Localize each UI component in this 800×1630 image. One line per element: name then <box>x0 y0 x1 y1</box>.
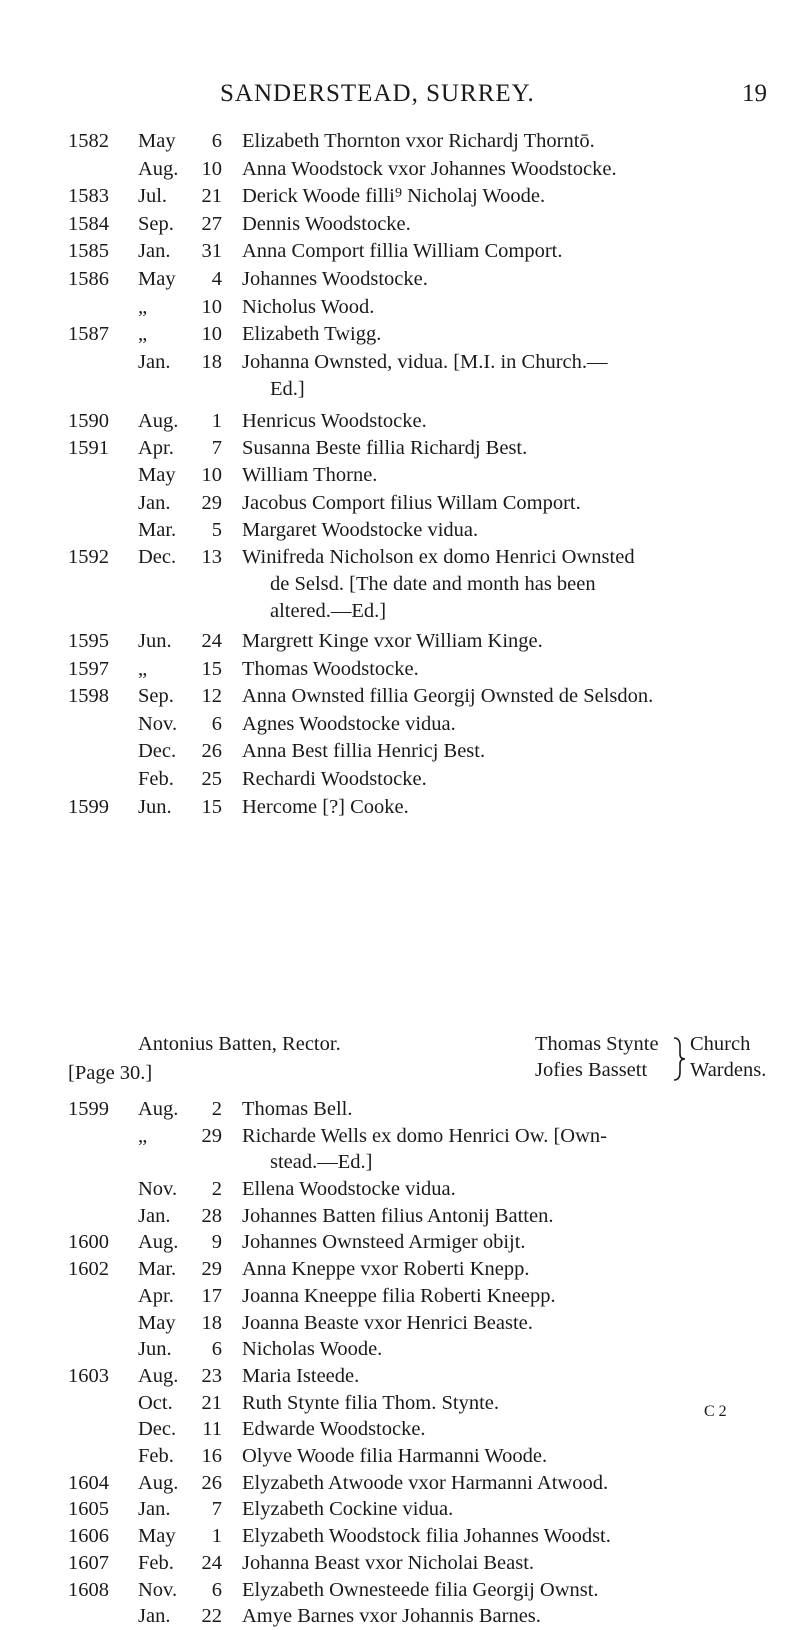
entry-month: Sep. <box>138 212 174 235</box>
entry-day: 11 <box>202 1418 222 1441</box>
register-entry <box>0 1549 800 1577</box>
entry-day: 22 <box>201 1605 222 1628</box>
rector-signature: Antonius Batten, Rector. <box>138 1033 341 1055</box>
entry-day: 6 <box>211 712 222 735</box>
entry-text: Amye Barnes vxor Johannis Barnes. <box>242 1605 541 1628</box>
entry-day: 26 <box>201 1471 222 1494</box>
entry-month: May <box>138 1311 176 1334</box>
register-entry <box>0 737 800 765</box>
register-entry <box>0 1175 800 1203</box>
entry-text: Anna Woodstock vxor Johannes Woodstocke. <box>242 157 617 180</box>
entry-month: Dec. <box>138 740 177 763</box>
entry-month: Aug. <box>138 1471 179 1494</box>
register-entry <box>0 1576 800 1604</box>
entry-month: Dec. <box>138 1418 177 1441</box>
entry-day: 31 <box>201 240 222 263</box>
entry-text: Winifreda Nicholson ex domo Henrici Ownsted <box>242 546 635 568</box>
churchwarden-2: Jofies Bassett <box>535 1059 648 1081</box>
register-entry <box>0 1415 800 1443</box>
entry-text: Johannes Batten filius Antonij Batten. <box>242 1204 554 1227</box>
entry-text: Nicholas Woode. <box>242 1338 383 1361</box>
continuation-line: Ed.] <box>270 378 305 400</box>
register-entry <box>0 1282 800 1310</box>
entry-text: Joanna Kneeppe filia Roberti Kneepp. <box>242 1284 556 1307</box>
register-entry <box>0 543 800 571</box>
entry-day: 6 <box>211 1338 222 1361</box>
entry-day: 2 <box>211 1178 222 1200</box>
entry-day: 17 <box>201 1284 222 1307</box>
register-entry <box>0 793 800 821</box>
entry-day: 29 <box>201 1258 222 1281</box>
signature-mark: C 2 <box>704 1403 727 1420</box>
entry-text: Hercome [?] Cooke. <box>242 795 409 818</box>
register-entry <box>0 1095 800 1123</box>
page-number: 19 <box>742 80 767 107</box>
entry-month: Jan. <box>138 1204 171 1227</box>
entry-month: Jan. <box>138 1498 171 1521</box>
register-entry <box>0 1495 800 1523</box>
entry-text: Maria Isteede. <box>242 1364 360 1387</box>
entry-day: 15 <box>201 795 222 818</box>
entry-day: 12 <box>201 685 222 708</box>
continuation-line: stead.—Ed.] <box>270 1151 373 1173</box>
register-entry <box>0 1362 800 1390</box>
entry-year: 1583 <box>68 185 109 208</box>
register-entry <box>0 265 800 293</box>
entry-text: Johanna Ownsted, vidua. [M.I. in Church.— <box>242 350 608 373</box>
entry-year: 1591 <box>68 437 109 460</box>
entry-text: Elizabeth Twigg. <box>242 323 382 346</box>
entry-day: 24 <box>201 1551 222 1574</box>
entry-day: 23 <box>201 1364 222 1387</box>
entry-day: 24 <box>201 630 222 652</box>
entry-day: 18 <box>201 350 222 373</box>
entry-month: Aug. <box>138 157 179 180</box>
entry-text: Elyzabeth Woodstock filia Johannes Woodst. <box>242 1525 611 1548</box>
register-entry <box>0 1255 800 1283</box>
register-entry <box>0 710 800 738</box>
register-entry <box>0 155 800 183</box>
entry-day: 25 <box>201 768 222 790</box>
entry-day: 6 <box>211 1578 222 1601</box>
entry-month: „ <box>138 657 148 680</box>
entry-day: 1 <box>211 410 222 432</box>
entry-year: 1592 <box>68 546 109 568</box>
entry-year: 1587 <box>68 323 109 346</box>
entry-day: 1 <box>211 1525 222 1548</box>
register-entry <box>0 348 800 376</box>
register-entry <box>0 1122 800 1150</box>
entry-text: Rechardi Woodstocke. <box>242 768 427 790</box>
entry-day: 4 <box>211 268 222 290</box>
entry-day: 10 <box>201 464 222 487</box>
entry-year: 1605 <box>68 1498 109 1521</box>
entry-text: Ruth Stynte filia Thom. Stynte. <box>242 1391 500 1414</box>
entry-text: Jacobus Comport filius Willam Comport. <box>242 491 581 514</box>
wardens-label: Wardens. <box>690 1059 767 1081</box>
entry-month: Oct. <box>138 1391 173 1414</box>
entry-month: Dec. <box>138 546 177 568</box>
entry-year: 1607 <box>68 1551 109 1574</box>
entry-month: Feb. <box>138 768 174 790</box>
entry-year: 1600 <box>68 1231 109 1254</box>
entry-month: Nov. <box>138 1178 178 1200</box>
entry-text: Elyzabeth Atwoode vxor Harmanni Atwood. <box>242 1471 609 1494</box>
entry-text: Ellena Woodstocke vidua. <box>242 1178 456 1200</box>
entry-text: Richarde Wells ex domo Henrici Ow. [Own- <box>242 1124 607 1147</box>
entry-month: Nov. <box>138 712 178 735</box>
register-entry <box>0 1228 800 1256</box>
entry-month: May <box>138 1525 176 1548</box>
entry-year: 1603 <box>68 1364 109 1387</box>
entry-year: 1590 <box>68 410 109 432</box>
entry-month: May <box>138 464 176 487</box>
register-entry <box>0 655 800 683</box>
entry-text: Margrett Kinge vxor William Kinge. <box>242 630 543 652</box>
entry-month: Apr. <box>138 437 174 460</box>
entry-day: 29 <box>201 1124 222 1147</box>
entry-month: Jan. <box>138 350 171 373</box>
entry-day: 27 <box>201 212 222 235</box>
register-entry <box>0 1522 800 1550</box>
register-entry <box>0 434 800 462</box>
entry-month: Jan. <box>138 240 171 263</box>
register-entry <box>0 407 800 435</box>
entry-month: Apr. <box>138 1284 174 1307</box>
entry-day: 9 <box>211 1231 222 1254</box>
entry-month: Jun. <box>138 630 172 652</box>
entry-text: Nicholus Wood. <box>242 295 375 318</box>
entry-day: 21 <box>201 1391 222 1414</box>
entry-text: Elyzabeth Ownesteede filia Georgij Ownst. <box>242 1578 599 1601</box>
brace-icon <box>672 1036 686 1082</box>
entry-year: 1599 <box>68 1098 109 1120</box>
entry-month: Feb. <box>138 1551 174 1574</box>
entry-year: 1584 <box>68 212 109 235</box>
entry-month: Jun. <box>138 795 172 818</box>
register-entry <box>0 1389 800 1417</box>
entry-text: Susanna Beste fillia Richardj Best. <box>242 437 528 460</box>
entry-text: Olyve Woode filia Harmanni Woode. <box>242 1445 548 1467</box>
entry-month: May <box>138 130 176 152</box>
entry-year: 1582 <box>68 130 109 152</box>
register-entry <box>0 293 800 321</box>
entry-text: Derick Woode filli⁹ Nicholaj Woode. <box>242 185 546 208</box>
register-entry <box>0 765 800 793</box>
entry-text: Thomas Woodstocke. <box>242 657 419 680</box>
running-header: SANDERSTEAD, SURREY. <box>220 80 535 107</box>
entry-month: May <box>138 268 176 290</box>
entry-year: 1598 <box>68 685 109 708</box>
entry-month: Aug. <box>138 410 179 432</box>
entry-text: Agnes Woodstocke vidua. <box>242 712 456 735</box>
entry-year: 1599 <box>68 795 109 818</box>
register-entry <box>0 127 800 155</box>
entry-month: Sep. <box>138 685 174 708</box>
entry-text: Elyzabeth Cockine vidua. <box>242 1498 454 1521</box>
entry-year: 1586 <box>68 268 109 290</box>
entry-day: 13 <box>201 546 222 568</box>
entry-month: Aug. <box>138 1098 179 1120</box>
continuation-line: altered.—Ed.] <box>270 600 387 622</box>
register-entry <box>0 1335 800 1363</box>
entry-text: Thomas Bell. <box>242 1098 353 1120</box>
entry-day: 29 <box>201 491 222 514</box>
entry-day: 21 <box>201 185 222 208</box>
entry-day: 7 <box>211 437 222 460</box>
entry-month: Aug. <box>138 1364 179 1387</box>
entry-text: William Thorne. <box>242 464 378 487</box>
entry-year: 1606 <box>68 1525 109 1548</box>
entry-day: 28 <box>201 1204 222 1227</box>
entry-year: 1608 <box>68 1578 109 1601</box>
register-entry <box>0 182 800 210</box>
entry-text: Margaret Woodstocke vidua. <box>242 518 479 541</box>
entry-month: Jun. <box>138 1338 172 1361</box>
entry-text: Anna Best fillia Henricj Best. <box>242 740 486 763</box>
page-reference: [Page 30.] <box>68 1062 153 1084</box>
entry-day: 2 <box>211 1098 222 1120</box>
entry-month: Mar. <box>138 1258 177 1281</box>
entry-month: Aug. <box>138 1231 179 1254</box>
entry-day: 10 <box>201 323 222 346</box>
entry-year: 1595 <box>68 630 109 652</box>
entry-text: Dennis Woodstocke. <box>242 212 411 235</box>
register-entry <box>0 489 800 517</box>
entry-text: Anna Ownsted fillia Georgij Ownsted de Selsdon. <box>242 685 654 708</box>
register-entry <box>0 516 800 544</box>
entry-text: Anna Comport fillia William Comport. <box>242 240 563 263</box>
register-entry <box>0 237 800 265</box>
entry-text: Edwarde Woodstocke. <box>242 1418 426 1441</box>
entry-text: Johannes Woodstocke. <box>242 268 428 290</box>
entry-day: 7 <box>211 1498 222 1521</box>
entry-month: Mar. <box>138 518 177 541</box>
register-entry <box>0 210 800 238</box>
entry-year: 1604 <box>68 1471 109 1494</box>
entry-text: Joanna Beaste vxor Henrici Beaste. <box>242 1311 533 1334</box>
continuation-line: de Selsd. [The date and month has been <box>270 573 596 595</box>
entry-day: 18 <box>201 1311 222 1334</box>
entry-month: „ <box>138 323 148 346</box>
churchwarden-1: Thomas Stynte <box>535 1033 659 1055</box>
entry-day: 5 <box>211 518 222 541</box>
entry-year: 1602 <box>68 1258 109 1281</box>
entry-text: Elizabeth Thornton vxor Richardj Thorntō. <box>242 130 595 152</box>
register-entry <box>0 1309 800 1337</box>
entry-day: 10 <box>201 157 222 180</box>
entry-year: 1585 <box>68 240 109 263</box>
entry-year: 1597 <box>68 657 109 680</box>
entry-month: Feb. <box>138 1445 174 1467</box>
entry-month: Jul. <box>138 185 168 208</box>
entry-month: „ <box>138 1124 148 1147</box>
entry-text: Anna Kneppe vxor Roberti Knepp. <box>242 1258 530 1281</box>
register-entry <box>0 461 800 489</box>
register-entry <box>0 627 800 655</box>
entry-month: Jan. <box>138 491 171 514</box>
entry-month: Jan. <box>138 1605 171 1628</box>
entry-text: Henricus Woodstocke. <box>242 410 427 432</box>
entry-month: Nov. <box>138 1578 178 1601</box>
register-entry <box>0 1202 800 1230</box>
register-entry <box>0 320 800 348</box>
entry-day: 10 <box>201 295 222 318</box>
entry-text: Johannes Ownsteed Armiger obijt. <box>242 1231 526 1254</box>
entry-day: 16 <box>201 1445 222 1467</box>
entry-month: „ <box>138 295 148 318</box>
register-entry <box>0 1602 800 1630</box>
entry-day: 26 <box>201 740 222 763</box>
entry-day: 6 <box>211 130 222 152</box>
register-entry <box>0 1442 800 1470</box>
entry-day: 15 <box>201 657 222 680</box>
entry-text: Johanna Beast vxor Nicholai Beast. <box>242 1551 535 1574</box>
church-label: Church <box>690 1033 751 1055</box>
register-entry <box>0 682 800 710</box>
register-entry <box>0 1469 800 1497</box>
